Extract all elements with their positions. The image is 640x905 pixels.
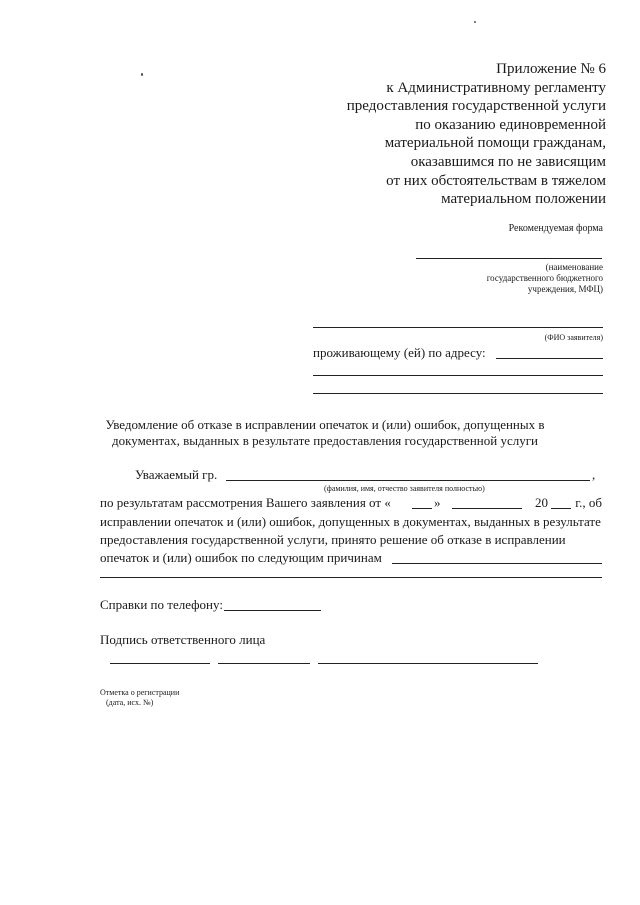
signature-name-field[interactable]	[318, 663, 538, 664]
body-line-3: предоставления государственной услуги, принято решение об отказе в исправлении	[100, 532, 566, 547]
appendix-line: оказавшимся по не зависящим	[410, 153, 606, 170]
address-label: проживающему (ей) по адресу:	[313, 345, 486, 360]
body-quote-close: »	[434, 495, 441, 510]
appendix-header	[276, 60, 606, 209]
full-name-caption: (фамилия, имя, отчество заявителя полностью)	[324, 484, 485, 493]
appendix-line: к Административному регламенту	[386, 79, 606, 96]
signature-position-field[interactable]	[110, 663, 210, 664]
salutation-label: Уважаемый гр.	[135, 467, 218, 482]
applicant-full-name-field[interactable]	[226, 480, 590, 481]
signature-field[interactable]	[218, 663, 310, 664]
body-line-1-text: по результатам рассмотрения Вашего заявления от «	[100, 495, 391, 510]
applicant-name-field[interactable]	[313, 327, 603, 328]
registration-line-2: (дата, исх. №)	[106, 698, 154, 707]
registration-mark	[100, 688, 179, 708]
body-year-prefix: 20	[535, 495, 548, 510]
notice-title-line: документах, выданных в результате предоставления государственной услуги	[112, 433, 538, 448]
scan-speck	[474, 21, 476, 23]
institution-name-field[interactable]	[416, 258, 602, 259]
institution-caption-line: (наименование	[545, 262, 603, 272]
address-field-line-2[interactable]	[313, 375, 603, 376]
institution-caption	[403, 262, 603, 295]
appendix-line: материальной помощи гражданам,	[384, 135, 606, 152]
reason-field-line-2[interactable]	[100, 577, 602, 578]
phone-field[interactable]	[224, 610, 321, 611]
institution-caption-line: учреждения, МФЦ)	[527, 284, 603, 294]
address-field[interactable]	[496, 358, 603, 359]
body-line-2: исправлении опечаток и (или) ошибок, допущенных в документах, выданных в результате	[100, 514, 601, 529]
applicant-caption: (ФИО заявителя)	[544, 333, 603, 342]
address-field-line-3[interactable]	[313, 393, 603, 394]
recommended-form-label: Рекомендуемая форма	[508, 223, 603, 234]
date-year-field[interactable]	[551, 508, 571, 509]
signature-label: Подпись ответственного лица	[100, 632, 266, 647]
appendix-line: от них обстоятельствам в тяжелом	[386, 172, 606, 189]
reason-field[interactable]	[392, 563, 602, 564]
institution-caption-line: государственного бюджетного	[486, 273, 603, 283]
date-month-field[interactable]	[452, 508, 522, 509]
notice-title-line: Уведомление об отказе в исправлении опечаток и (или) ошибок, допущенных в	[105, 417, 545, 432]
appendix-line: Приложение № 6	[496, 61, 606, 77]
scan-speck	[141, 73, 143, 76]
salutation-comma: ,	[592, 467, 596, 482]
date-day-field[interactable]	[412, 508, 432, 509]
appendix-line: предоставления государственной услуги	[346, 98, 606, 115]
body-line-4: опечаток и (или) ошибок по следующим причинам	[100, 550, 382, 565]
appendix-line: по оказанию единовременной	[415, 116, 606, 133]
body-line-1-end: г., об	[575, 495, 602, 510]
appendix-line: материальном положении	[441, 191, 606, 208]
registration-line-1: Отметка о регистрации	[100, 688, 180, 697]
phone-label: Справки по телефону:	[100, 597, 223, 612]
notice-title	[100, 417, 550, 449]
body-line-1	[100, 495, 602, 511]
